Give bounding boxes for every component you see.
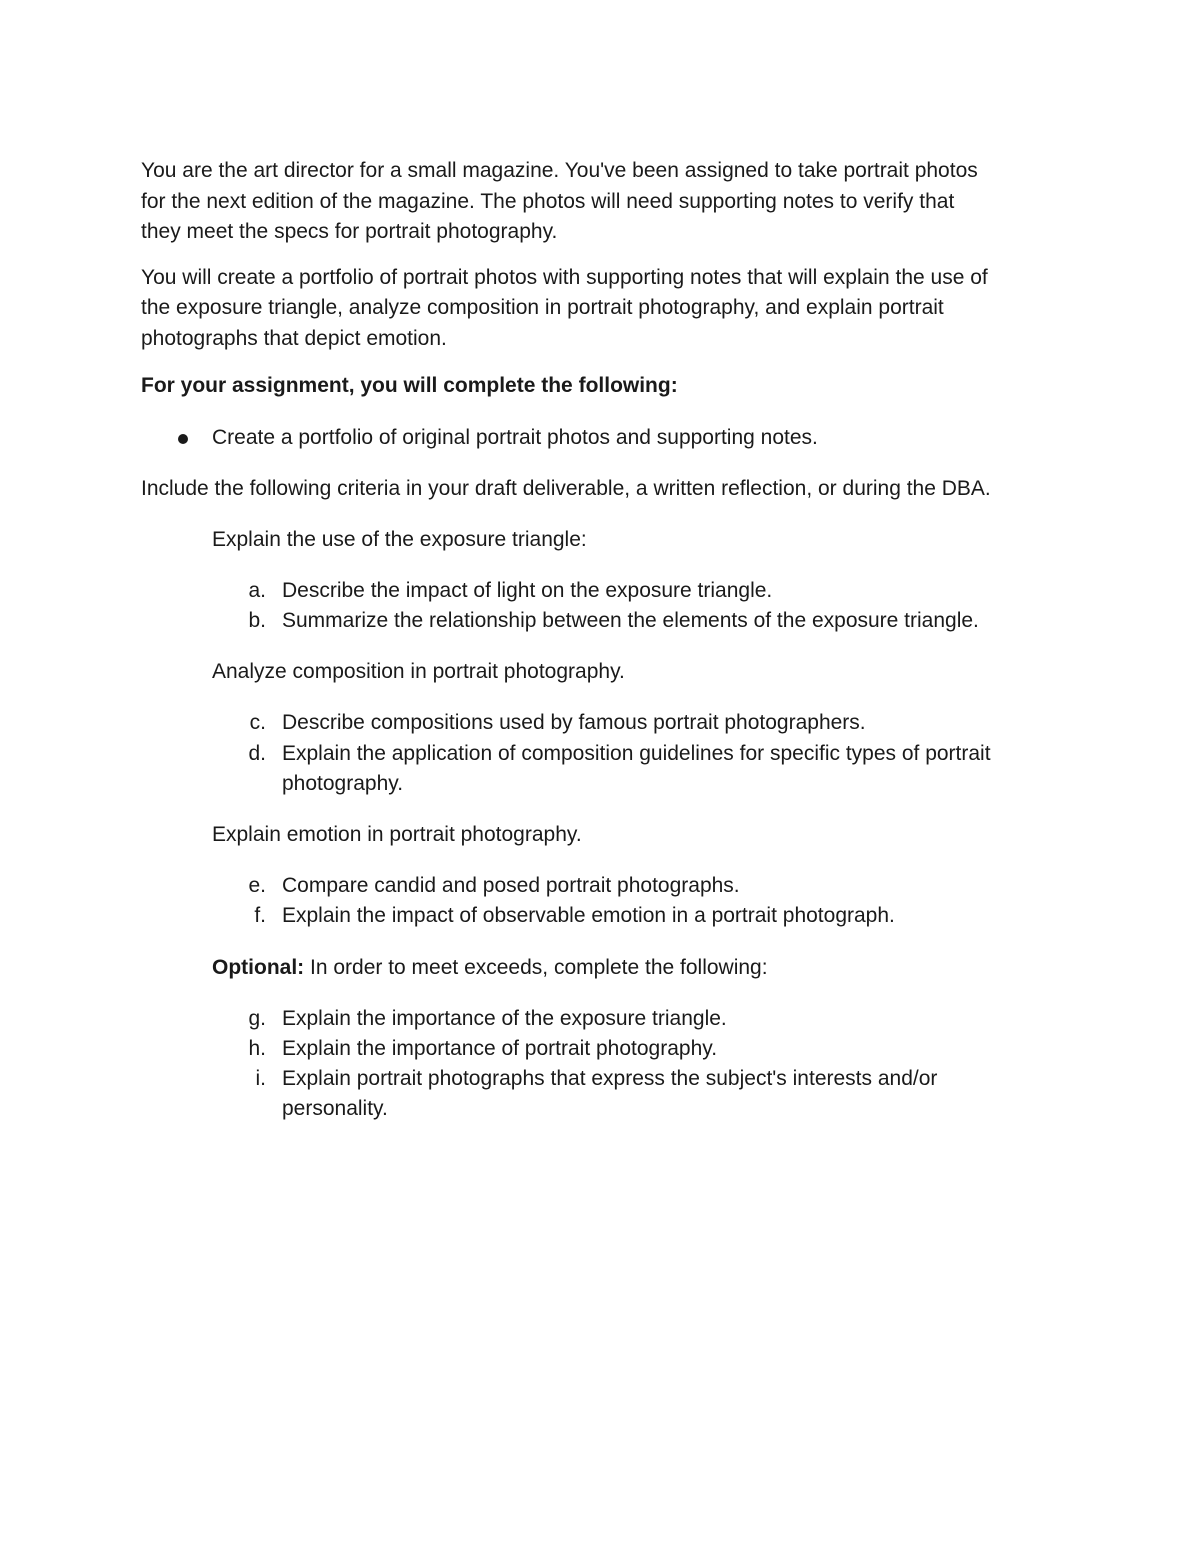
intro-p1-line-2: for the next edition of the magazine. The photos will need supporting notes to verify that <box>141 190 955 213</box>
list-item: Summarize the relationship between the elements of the exposure triangle. <box>282 609 979 632</box>
assignment-heading: For your assignment, you will complete the following: <box>141 374 678 397</box>
list-item: Describe compositions used by famous portrait photographers. <box>282 711 866 734</box>
list-marker: e. <box>248 874 266 897</box>
intro-p2-line-2: the exposure triangle, analyze composition in portrait photography, and explain portrait <box>141 296 944 319</box>
list-item: Compare candid and posed portrait photographs. <box>282 874 740 897</box>
list-item-continuation: photography. <box>282 772 404 795</box>
section-heading-composition: Analyze composition in portrait photography. <box>212 660 625 683</box>
optional-line <box>212 953 768 983</box>
list-marker: h. <box>248 1037 266 1060</box>
list-item: Explain the impact of observable emotion in a portrait photograph. <box>282 904 895 927</box>
intro-p2-line-3: photographs that depict emotion. <box>141 327 447 350</box>
list-marker: b. <box>248 609 266 632</box>
section-heading-exposure: Explain the use of the exposure triangle: <box>212 528 587 551</box>
criteria-intro: Include the following criteria in your draft deliverable, a written reflection, or during the DBA. <box>141 477 991 500</box>
intro-p1-line-1: You are the art director for a small magazine. You've been assigned to take portrait photos <box>141 159 978 182</box>
list-marker: c. <box>249 711 266 734</box>
intro-p1-line-3: they meet the specs for portrait photography. <box>141 220 558 243</box>
list-marker: d. <box>248 742 266 765</box>
list-marker: f. <box>254 904 266 927</box>
list-marker: a. <box>248 579 266 602</box>
optional-label: Optional: <box>212 956 305 979</box>
section-heading-emotion: Explain emotion in portrait photography. <box>212 823 582 846</box>
list-item: Describe the impact of light on the exposure triangle. <box>282 579 773 602</box>
list-item: Explain portrait photographs that express the subject's interests and/or <box>282 1067 938 1090</box>
list-item: Explain the importance of portrait photography. <box>282 1037 718 1060</box>
assignment-bullet: Create a portfolio of original portrait photos and supporting notes. <box>212 426 818 449</box>
intro-p2-line-1: You will create a portfolio of portrait photos with supporting notes that will explain the use of <box>141 266 988 289</box>
list-item: Explain the importance of the exposure triangle. <box>282 1007 727 1030</box>
list-marker: i. <box>255 1067 266 1090</box>
list-item-continuation: personality. <box>282 1097 388 1120</box>
list-item: Explain the application of composition guidelines for specific types of portrait <box>282 742 991 765</box>
bullet-dot-icon <box>178 434 188 444</box>
list-marker: g. <box>248 1007 266 1030</box>
optional-text: In order to meet exceeds, complete the following: <box>304 956 768 979</box>
